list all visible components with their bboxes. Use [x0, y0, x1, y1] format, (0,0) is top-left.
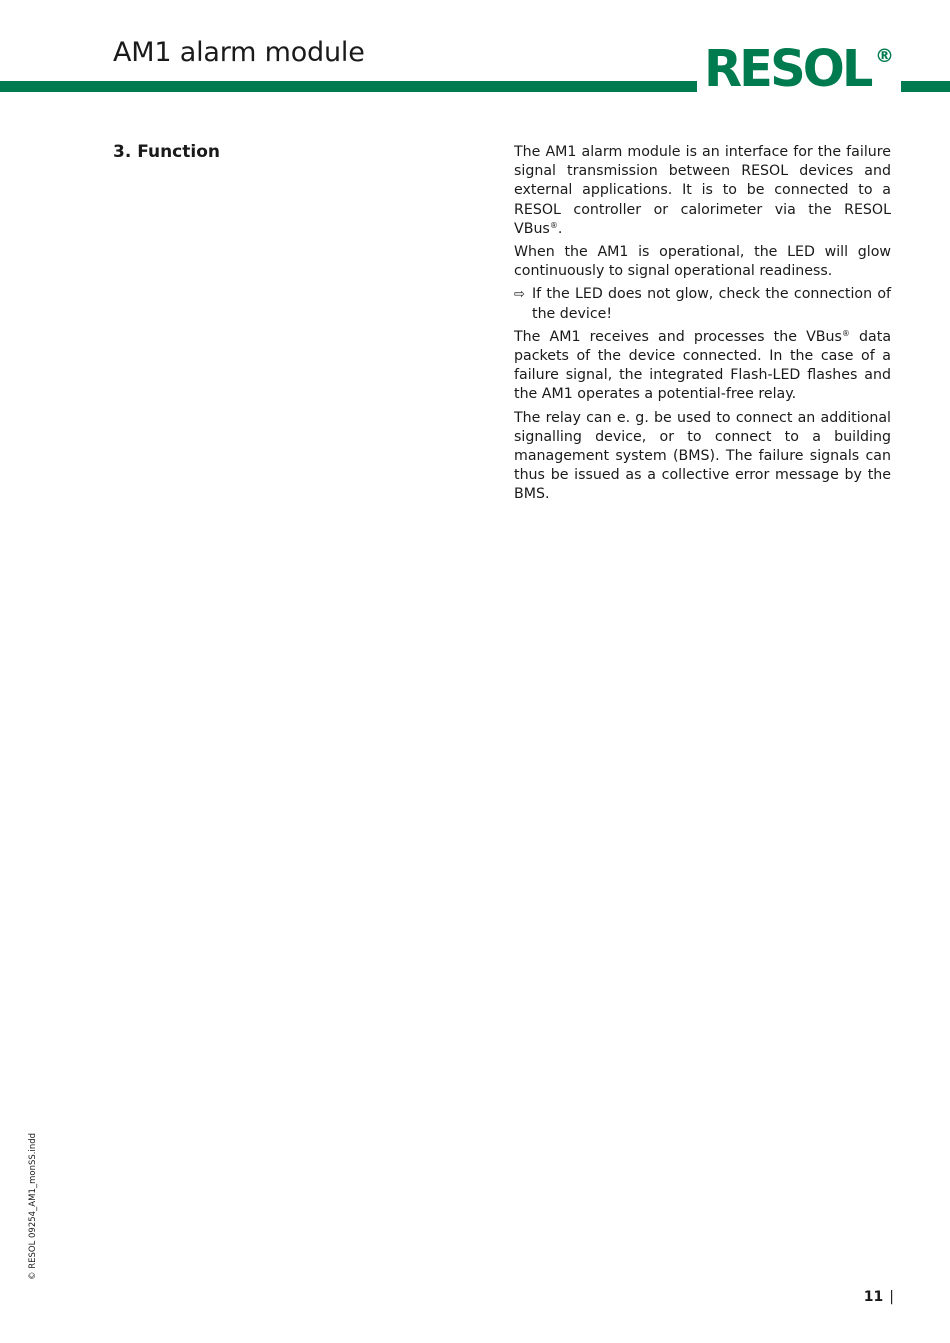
arrow-right-icon: ⇨	[514, 287, 525, 303]
paragraph-led: When the AM1 is operational, the LED will glow continuously to signal operational readiness.	[514, 244, 891, 280]
paragraph-vbus	[514, 328, 891, 405]
logo-registered-mark: ®	[875, 45, 894, 67]
instruction-item	[514, 285, 891, 323]
paragraph-intro-text: The AM1 alarm module is an interface for the failure signal transmission between RESOL devices and external applications. It is to be connected to a RESOL controller or calorimeter via the RESOL VBus	[514, 144, 891, 237]
paragraph-intro	[514, 143, 891, 239]
paragraph-intro-end: .	[557, 220, 563, 237]
registered-mark: ®	[549, 220, 558, 230]
page-number	[864, 1289, 894, 1305]
section-heading: 3. Function	[113, 142, 220, 162]
paragraph-vbus-end: data packets of the device connected. In the case of a failure signal, the integrated Flash-LED flashes and the AM1 operates a potential-free relay.	[514, 328, 892, 403]
instruction-text: If the LED does not glow, check the connection of the device!	[532, 286, 891, 322]
file-reference: © RESOL 09254_AM1_monSS.indd	[28, 1133, 38, 1280]
paragraph-relay: The relay can e. g. be used to connect an additional signalling device, or to connect to a building management system (BMS). The failure signals can thus be issued as a collective error message by the BMS.	[514, 409, 891, 503]
page-separator: |	[889, 1289, 894, 1305]
page-title: AM1 alarm module	[113, 37, 365, 68]
registered-mark: ®	[841, 328, 850, 338]
paragraph-vbus-text: The AM1 receives and processes the VBus	[514, 328, 842, 345]
header-rule-right	[901, 81, 950, 92]
page-number-value: 11	[863, 1289, 884, 1305]
resol-logo	[704, 40, 894, 99]
body-text-column	[514, 143, 891, 509]
logo-wordmark: RESOL	[704, 40, 871, 99]
header-rule-left	[0, 81, 697, 92]
